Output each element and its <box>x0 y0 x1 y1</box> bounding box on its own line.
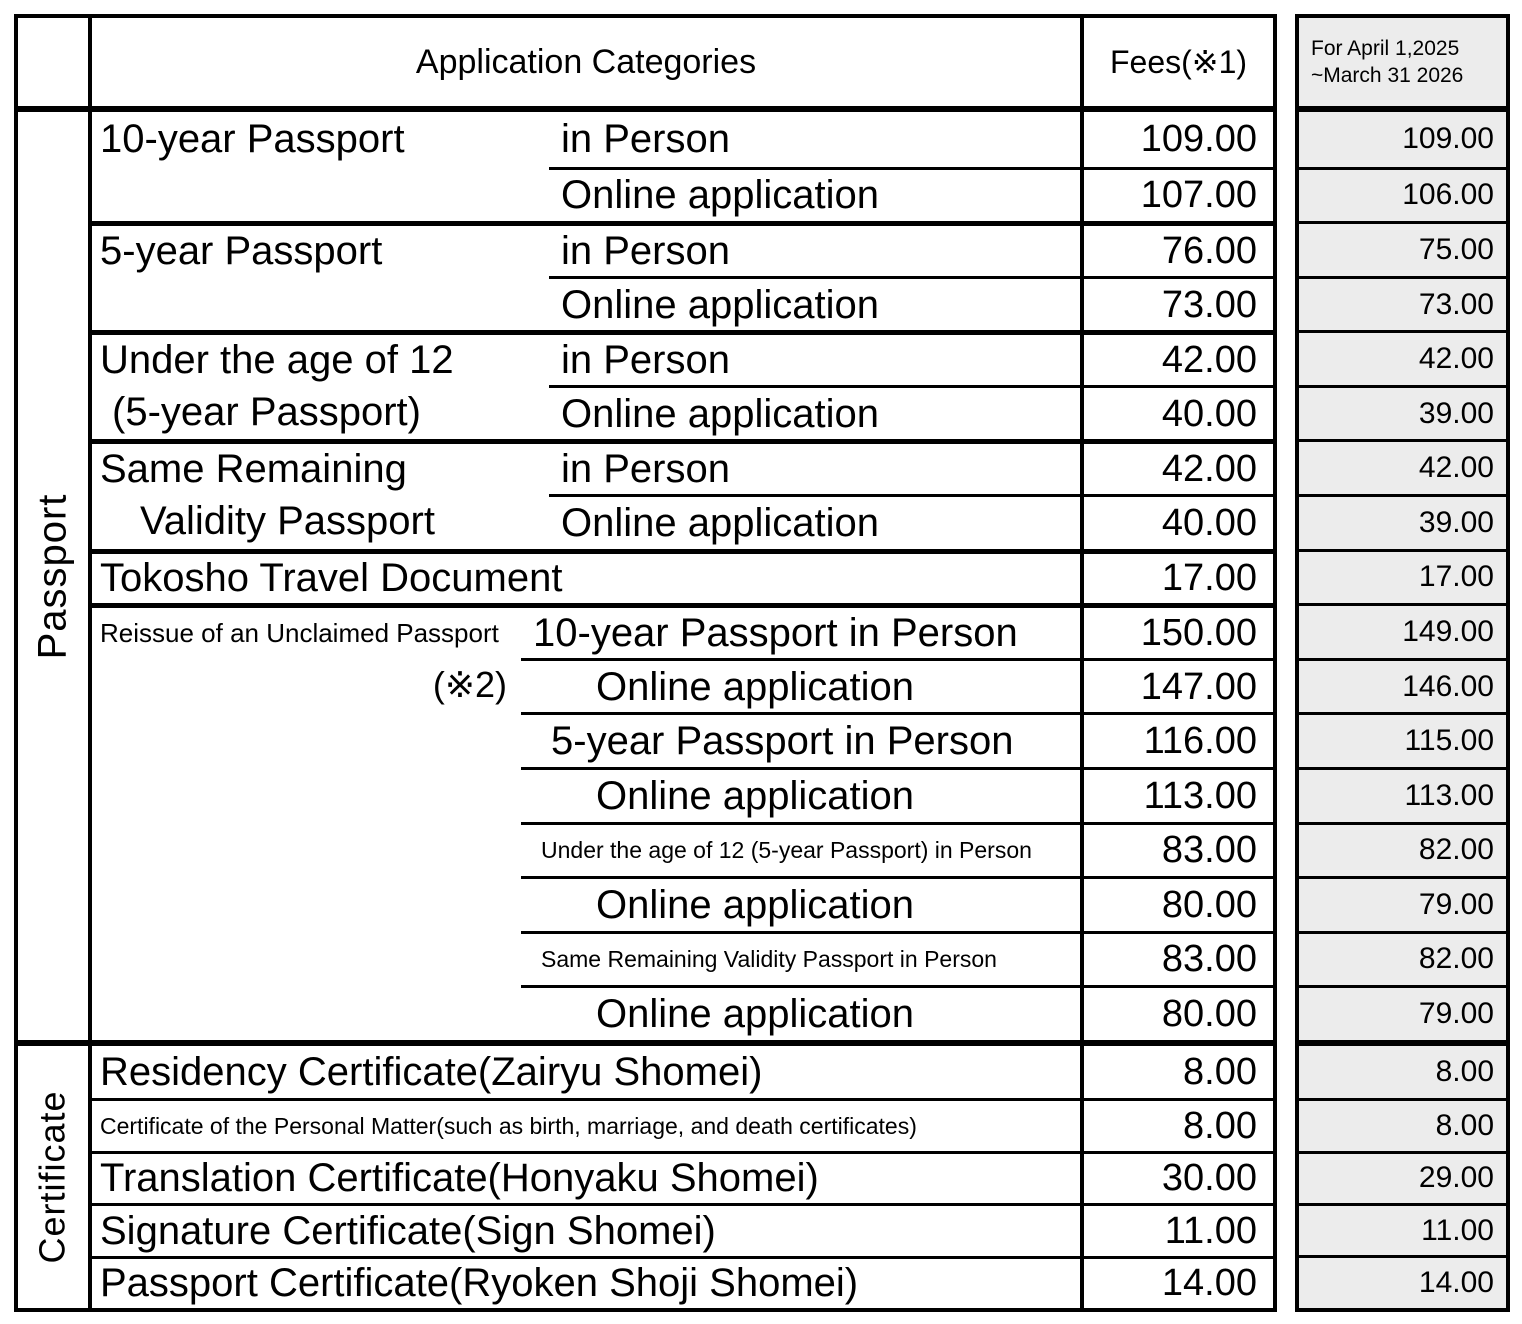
table-row <box>92 985 1273 1040</box>
fee-2025-cell: 39.00 <box>1299 494 1506 549</box>
fee-2025-cell: 109.00 <box>1402 122 1494 156</box>
application-type-cell: Online application <box>561 500 879 545</box>
application-type-cell: Online application <box>596 882 914 927</box>
fee-cell: 80.00 <box>1080 988 1273 1040</box>
category-cell: Under the age of 12 <box>100 338 454 383</box>
table-row <box>92 112 1273 167</box>
fee-cell: 73.00 <box>1080 279 1273 331</box>
category-cell: 10-year Passport <box>100 117 405 162</box>
fee-cell: 8.00 <box>1080 1101 1273 1150</box>
fee-cell: 30.00 <box>1080 1154 1273 1203</box>
certificate-section-label: Certificate <box>32 1090 73 1264</box>
application-type-cell: in Person <box>561 338 730 383</box>
application-type-cell: 10-year Passport in Person <box>533 610 1018 655</box>
category-cell: Translation Certificate(Honyaku Shomei) <box>100 1156 819 1201</box>
category-cell: Certificate of the Personal Matter(such as birth, marriage, and death certificates) <box>100 1112 917 1139</box>
fee-cell: 83.00 <box>1080 825 1273 877</box>
period-line2: ~March 31 2026 <box>1311 64 1464 87</box>
table-row <box>92 603 1273 658</box>
category-note-cell: (※2) <box>432 664 507 706</box>
category-cell: Same Remaining <box>100 447 407 492</box>
category-cell <box>92 822 521 877</box>
table-row <box>92 1046 1273 1098</box>
table-row <box>92 330 1273 385</box>
fee-2025-cell: 75.00 <box>1299 221 1506 276</box>
application-type-cell: in Person <box>561 228 730 273</box>
table-row <box>92 494 1273 549</box>
certificate-rows <box>92 1046 1273 1308</box>
category-cell: 5-year Passport <box>100 228 383 273</box>
category-cell <box>92 876 521 931</box>
period-header <box>1299 18 1506 112</box>
certificate-section-label-cell <box>18 1046 92 1308</box>
fee-2025-cell: 8.00 <box>1435 1055 1494 1089</box>
category-cell <box>92 167 549 222</box>
application-categories-header: Application Categories <box>415 42 757 81</box>
application-type-cell: Same Remaining Validity Passport in Person <box>541 945 997 972</box>
table-row <box>92 549 1273 604</box>
category-cell: Passport Certificate(Ryoken Shoji Shomei) <box>100 1261 859 1306</box>
fee-2025-cell: 73.00 <box>1299 276 1506 331</box>
fee-2025-cell: 42.00 <box>1299 330 1506 385</box>
table-row <box>92 1151 1273 1203</box>
category-cell <box>92 931 521 986</box>
fees-header: Fees(※1) <box>1080 18 1273 106</box>
passport-section <box>18 112 1273 1040</box>
application-type-cell: Under the age of 12 (5-year Passport) in Person <box>541 836 1032 863</box>
table-row <box>92 221 1273 276</box>
application-type-cell: Online application <box>596 773 914 818</box>
table-row <box>92 1256 1273 1308</box>
fees-table <box>14 14 1277 1312</box>
fee-2025-cell: 115.00 <box>1299 712 1506 767</box>
application-type-cell: in Person <box>561 447 730 492</box>
fee-cell: 107.00 <box>1080 170 1273 222</box>
category-cell <box>92 767 521 822</box>
passport-section-label-cell <box>18 112 92 1040</box>
fee-cell: 8.00 <box>1080 1046 1273 1098</box>
table-header-row <box>18 18 1273 112</box>
category-cell <box>92 276 549 331</box>
fee-2025-cell: 106.00 <box>1299 167 1506 222</box>
table-row <box>92 658 1273 713</box>
fee-2025-cell: 149.00 <box>1299 603 1506 658</box>
category-cell: Residency Certificate(Zairyu Shomei) <box>100 1050 763 1095</box>
fee-2025-cell: 146.00 <box>1299 658 1506 713</box>
fee-2025-cell: 14.00 <box>1299 1255 1506 1307</box>
fee-cell: 40.00 <box>1080 388 1273 440</box>
fee-cell: 14.00 <box>1080 1259 1273 1308</box>
fee-2025-cell: 8.00 <box>1299 1098 1506 1150</box>
category-cell: Validity Passport <box>140 499 435 544</box>
application-type-cell: Online application <box>596 992 914 1037</box>
table-row <box>92 1203 1273 1255</box>
fees-2025-2026-column <box>1295 14 1510 1312</box>
certificate-fees-2025 <box>1299 1040 1506 1308</box>
table-row <box>92 931 1273 986</box>
table-row <box>92 1098 1273 1150</box>
table-row <box>92 385 1273 440</box>
fee-2025-cell: 39.00 <box>1299 385 1506 440</box>
fee-2025-cell: 82.00 <box>1299 931 1506 986</box>
fee-2025-cell: 17.00 <box>1299 549 1506 604</box>
fee-cell: 80.00 <box>1080 879 1273 931</box>
table-row <box>92 767 1273 822</box>
fee-cell: 113.00 <box>1080 770 1273 822</box>
fee-2025-cell: 29.00 <box>1299 1151 1506 1203</box>
table-row <box>92 439 1273 494</box>
table-row <box>92 876 1273 931</box>
application-type-cell: Online application <box>561 282 879 327</box>
certificate-section <box>18 1040 1273 1308</box>
passport-rows <box>92 112 1273 1040</box>
fee-cell: 83.00 <box>1080 934 1273 986</box>
fee-2025-cell: 79.00 <box>1299 985 1506 1040</box>
table-row <box>92 167 1273 222</box>
application-type-cell: Online application <box>561 391 879 436</box>
table-row <box>92 822 1273 877</box>
category-cell: Reissue of an Unclaimed Passport <box>100 617 499 648</box>
category-cell <box>92 712 521 767</box>
table-row <box>92 712 1273 767</box>
period-line1: For April 1,2025 <box>1311 36 1460 60</box>
category-cell: Tokosho Travel Document <box>100 556 563 601</box>
fee-2025-cell: 82.00 <box>1299 822 1506 877</box>
application-type-cell: in Person <box>561 117 730 162</box>
fee-cell: 150.00 <box>1080 608 1273 658</box>
corner-cell <box>18 18 92 106</box>
fee-2025-cell: 79.00 <box>1299 876 1506 931</box>
fee-cell: 147.00 <box>1080 661 1273 713</box>
fee-2025-cell: 11.00 <box>1299 1203 1506 1255</box>
application-type-cell: Online application <box>596 664 914 709</box>
category-cell <box>92 985 521 1040</box>
fee-cell: 40.00 <box>1080 497 1273 549</box>
fee-cell: 42.00 <box>1080 444 1273 494</box>
fee-cell: 11.00 <box>1080 1206 1273 1255</box>
application-type-cell: Online application <box>561 173 879 218</box>
table-row <box>92 276 1273 331</box>
fee-cell: 17.00 <box>1080 554 1273 604</box>
category-cell: Signature Certificate(Sign Shomei) <box>100 1208 716 1253</box>
fee-2025-cell: 42.00 <box>1299 439 1506 494</box>
fee-cell: 109.00 <box>1080 112 1273 167</box>
fee-cell: 76.00 <box>1080 226 1273 276</box>
application-type-cell: 5-year Passport in Person <box>551 719 1014 764</box>
category-cell: (5-year Passport) <box>112 390 421 435</box>
fee-cell: 116.00 <box>1080 715 1273 767</box>
passport-section-label: Passport <box>30 493 75 659</box>
fee-cell: 42.00 <box>1080 335 1273 385</box>
fee-2025-cell: 113.00 <box>1299 767 1506 822</box>
